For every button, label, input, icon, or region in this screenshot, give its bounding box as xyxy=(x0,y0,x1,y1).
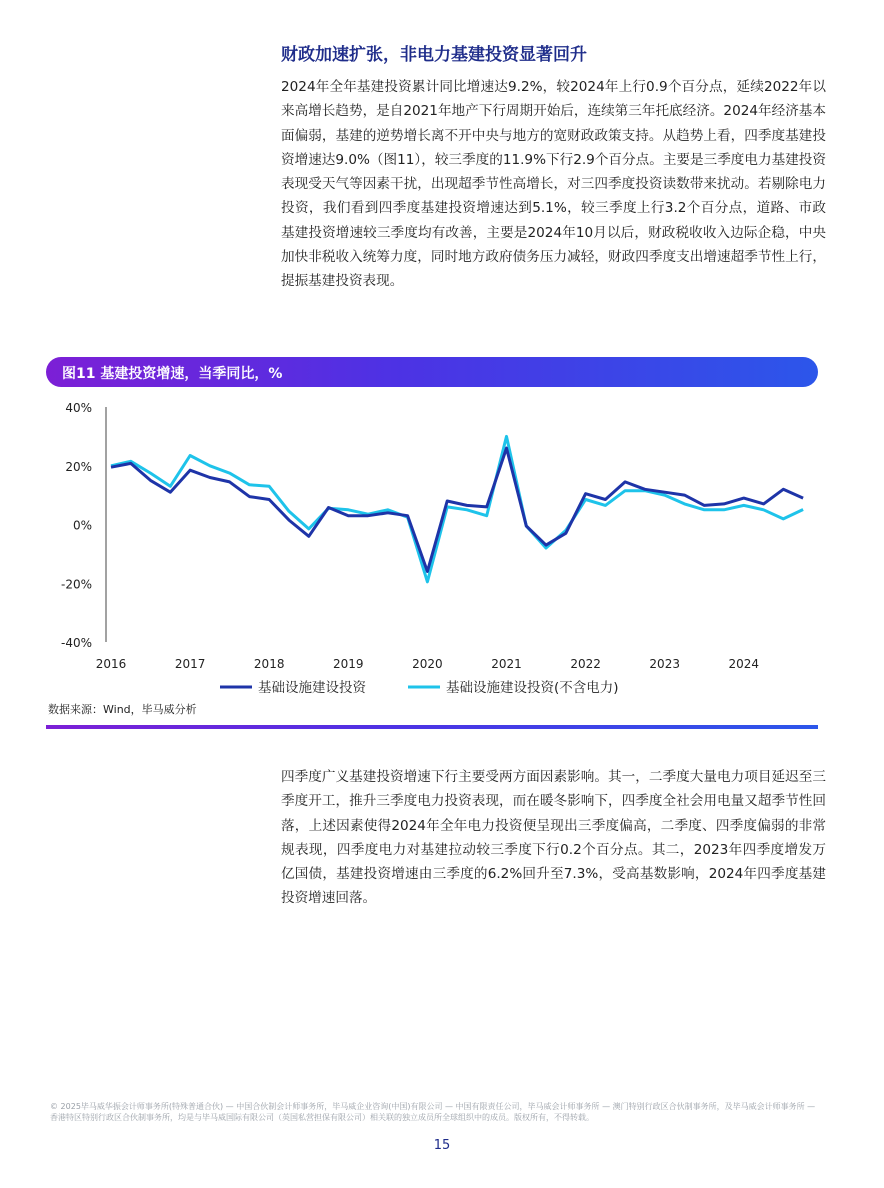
x-tick-label: 2016 xyxy=(95,657,127,671)
figure-title: 图11 基建投资增速，当季同比，% xyxy=(62,366,283,382)
legend-label: 基础设施建设投资(不含电力) xyxy=(446,680,619,696)
body-paragraph-2: 四季度广义基建投资增速下行主要受两方面因素影响。其一，二季度大量电力项目延迟至三季度开工，推升三季度电力投资表现，而在暖冬影响下，四季度全社会用电量又超季节性回落，上述因素使得2024年全年电力投资便呈现出三季度偏高，二季度、四季度偏弱的非常规表现，四季度电力对基建拉动较三季度下行0.2个百分点。其二，2023年四季度增发万亿国债，基建投资增速由三季度的6.2%回升至7.3%，受高基数影响，2024年四季度基建投资增速回落。 xyxy=(281,769,826,907)
x-tick-label: 2021 xyxy=(491,657,522,671)
x-tick-label: 2024 xyxy=(728,657,760,671)
line-chart xyxy=(40,395,830,700)
legend-label: 基础设施建设投资 xyxy=(258,680,366,696)
section-title: 财政加速扩张，非电力基建投资显著回升 xyxy=(281,45,587,65)
x-tick-label: 2018 xyxy=(253,657,285,671)
series-line-infrastructure-ex-power xyxy=(111,436,803,581)
x-tick-label: 2020 xyxy=(412,657,443,671)
y-tick-label: -40% xyxy=(60,636,92,650)
x-tick-label: 2023 xyxy=(649,657,680,671)
body-paragraph-1: 2024年全年基建投资累计同比增速达9.2%，较2024年上行0.9个百分点，延续2022年以来高增长趋势，是自2021年地产下行周期开始后，连续第三年托底经济。2024年经济基本面偏弱，基建的逆势增长离不开中央与地方的宽财政政策支持。从趋势上看，四季度基建投资增速达9.0%（图11），较三季度的11.9%下行2.9个百分点。主要是三季度电力基建投资表现受天气等因素干扰，出现超季节性高增长，对三四季度投资读数带来扰动。若剔除电力投资，我们看到四季度基建投资增速达到5.1%，较三季度上行3.2个百分点，道路、市政基建投资增速较三季度均有改善，主要是2024年10月以后，财政税收收入边际企稳，中央加快非税收入统筹力度，同时地方政府债务压力减轻，财政四季度支出增速超季节性上行，提振基建投资表现。 xyxy=(281,79,826,290)
y-tick-label: 40% xyxy=(65,401,92,415)
page-number: 15 xyxy=(433,1138,451,1153)
x-tick-label: 2022 xyxy=(570,657,601,671)
y-tick-label: 0% xyxy=(72,518,92,533)
figure-divider xyxy=(46,725,818,729)
y-tick-label: 20% xyxy=(65,459,92,474)
source-note: 数据来源：Wind，毕马威分析 xyxy=(48,703,197,716)
y-tick-label: -20% xyxy=(60,577,92,592)
figure-header xyxy=(46,357,818,387)
x-tick-label: 2019 xyxy=(333,657,364,671)
copyright-footer: © 2025毕马威华振会计师事务所(特殊普通合伙) — 中国合伙制会计师事务所，毕马威企业咨询(中国)有限公司 — 中国有限责任公司，毕马威会计师事务所 — 澳门特别行政区合伙制事务所，及毕马威会计师事务所 — 香港特区特别行政区合伙制事务所，均是与毕马威国际有限公司（英国私营担保有限公司）相关联的独立成员所全球组织中的成员。版权所有，不得转载。 xyxy=(50,1102,816,1122)
x-tick-label: 2017 xyxy=(174,657,206,671)
